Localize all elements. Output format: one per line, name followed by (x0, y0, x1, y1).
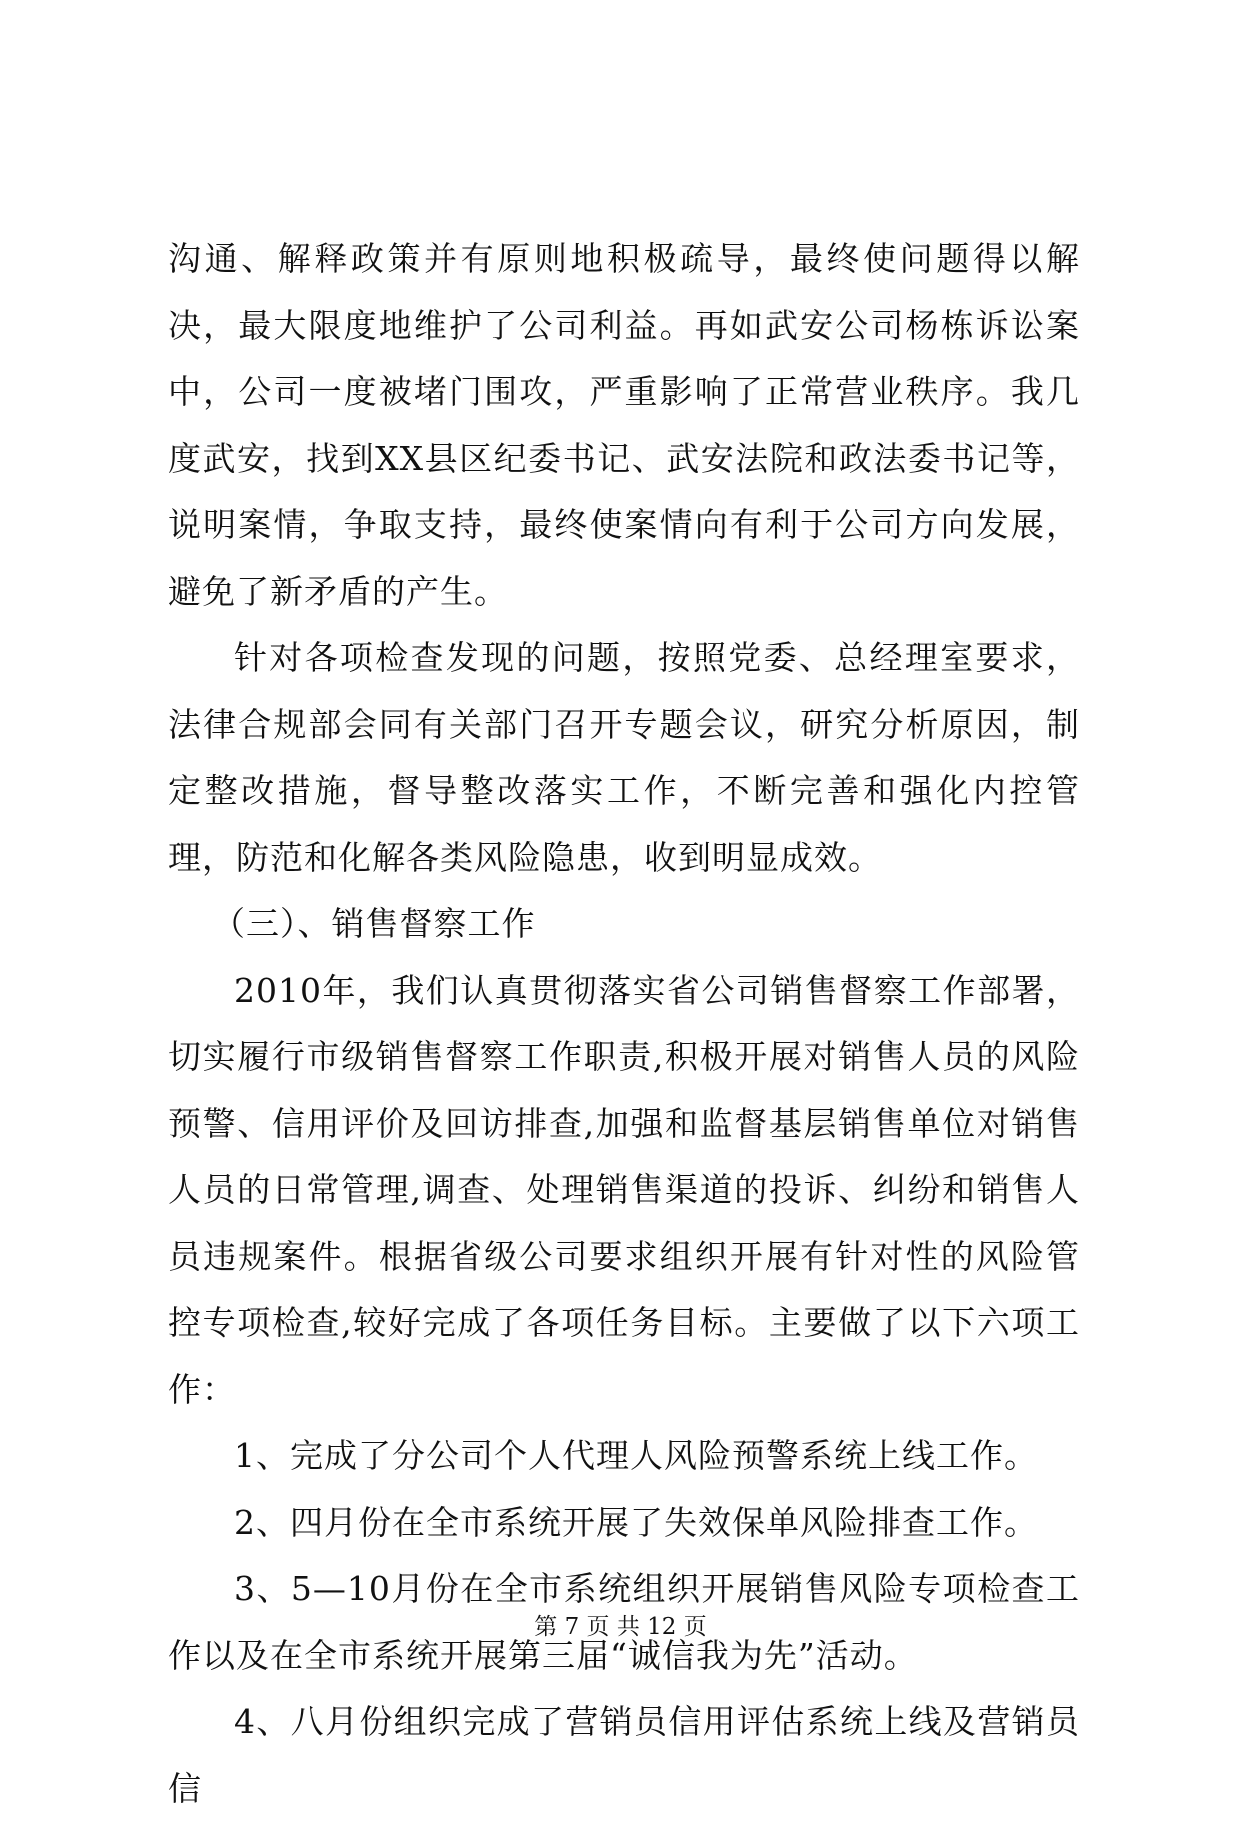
section-heading: （三）、销售督察工作 (212, 904, 536, 943)
list-item-3: 3、5—10月份在全市系统组织开展销售风险专项检查工作以及在全市系统开展第三届“诚信我为先”活动。 (168, 1569, 1080, 1675)
list-item-2: 2、四月份在全市系统开展了失效保单风险排查工作。 (234, 1502, 1038, 1542)
document-body (168, 226, 1080, 1822)
paragraph-rectification: 针对各项检查发现的问题，按照党委、总经理室要求，法律合规部会同有关部门召开专题会议，研究分析原因，制定整改措施，督导整改落实工作，不断完善和强化内控管理，防范和化解各类风险隐患，收到明显成效。 (168, 638, 1080, 877)
paragraph-continuation: 沟通、解释政策并有原则地积极疏导，最终使问题得以解决，最大限度地维护了公司利益。再如武安公司杨栋诉讼案中，公司一度被堵门围攻，严重影响了正常营业秩序。我几度武安，找到XX县区纪委书记、武安法院和政法委书记等，说明案情，争取支持，最终使案情向有利于公司方向发展，避免了新矛盾的产生。 (168, 239, 1080, 611)
page-number-footer: 第 7 页 共 12 页 (534, 1614, 707, 1640)
paragraph-sales-supervision: 2010年，我们认真贯彻落实省公司销售督察工作部署，切实履行市级销售督察工作职责,积极开展对销售人员的风险预警、信用评价及回访排查,加强和监督基层销售单位对销售人员的日常管理,调查、处理销售渠道的投诉、纠纷和销售人员违规案件。根据省级公司要求组织开展有针对性的风险管控专项检查,较好完成了各项任务目标。主要做了以下六项工作： (168, 970, 1080, 1409)
list-item-1: 1、完成了分公司个人代理人风险预警系统上线工作。 (234, 1436, 1038, 1475)
list-item-4: 4、八月份组织完成了营销员信用评估系统上线及营销员信 (168, 1702, 1080, 1808)
